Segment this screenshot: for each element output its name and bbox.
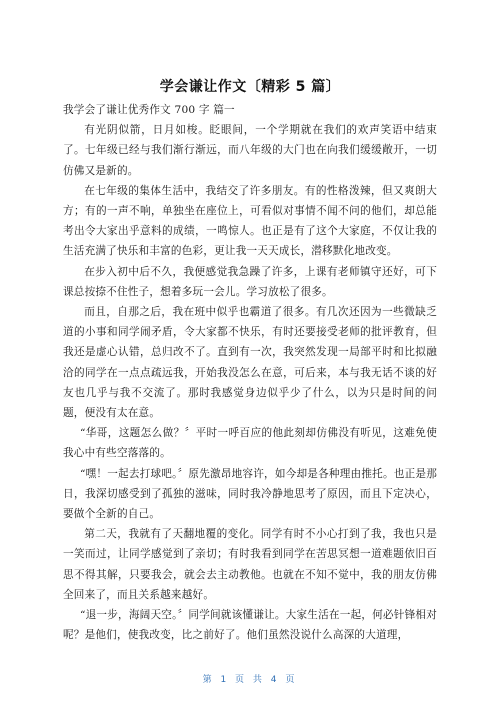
paragraph-1: 有光阴似箭，日月如梭。眨眼间，一个学期就在我们的欢声笑语中结束了。七年级已经与我们渐行渐远，而八年级的大门也在向我们缓缓敞开，一切仿佛又是新的。 xyxy=(63,124,437,177)
paragraph-3: 在步入初中后不久，我便感觉我急躁了许多，上课有老师镇守还好，可下课总按捺不住性子，想着多玩一会儿。学习放松了很多。 xyxy=(63,265,437,298)
paragraph-5: “华哥，这题怎么做？〞平时一呼百应的他此刻却仿佛没有听见，这难免使我心中有些空落落的。 xyxy=(63,427,437,460)
page-footer: 第 1 页 共 4 页 xyxy=(202,675,298,685)
paragraph-7: 第二天，我就有了天翻地覆的变化。同学有时不小心打到了我，我也只是一笑而过，让同学感觉到了亲切；有时我看到同学在苦思冥想一道难题依旧百思不得其解，只要我会，就会去主动教他。也就在不知不觉中，我的朋友仿佛全回来了，而且关系越来越好。 xyxy=(63,528,437,601)
essay-subtitle: 我学会了谦让优秀作文 700 字 篇一 xyxy=(63,104,235,116)
document-title: 学会谦让作文〔精彩 5 篇〕 xyxy=(159,79,341,95)
paragraph-2: 在七年级的集体生活中，我结交了许多朋友。有的性格泼辣，但又爽朗大方；有的一声不响，单独坐在座位上，可看似对事情不闻不问的他们，却总能考出令大家出乎意料的成绩，一鸣惊人。也正是有了这个大家庭，不仅让我的生活充满了快乐和丰富的色彩，更让我一天天成长，潜移默化地改变。 xyxy=(63,184,437,258)
paragraph-8: “退一步，海阔天空。〞同学间就该懂谦让。大家生活在一起，何必针锋相对呢？是他们，使我改变，比之前好了。他们虽然没说什么高深的大道理， xyxy=(63,609,437,642)
paragraph-6: “嘿！一起去打球吧。〞原先激昂地容许，如今却是各种理由推托。也正是那日，我深切感受到了孤独的滋味，同时我冷静地思考了原因，而且下定决心，要做个全新的自己。 xyxy=(63,467,437,521)
paragraph-4: 而且，自那之后，我在班中似乎也霸道了很多。有几次还因为一些微缺乏道的小事和同学闹矛盾，令大家都不快乐，有时还要接受老师的批评教育，但我还是虚心认错，总归改不了。直到有一次，我突然发现一局部平时和比拟融洽的同学在一点点疏远我，开始我没怎么在意，可后来，本与我无话不谈的好友也几乎与我不交流了。那时我感觉身边似乎少了什么，以为只是时间的问题，便没有太在意。 xyxy=(63,306,437,420)
document-body xyxy=(63,100,437,645)
